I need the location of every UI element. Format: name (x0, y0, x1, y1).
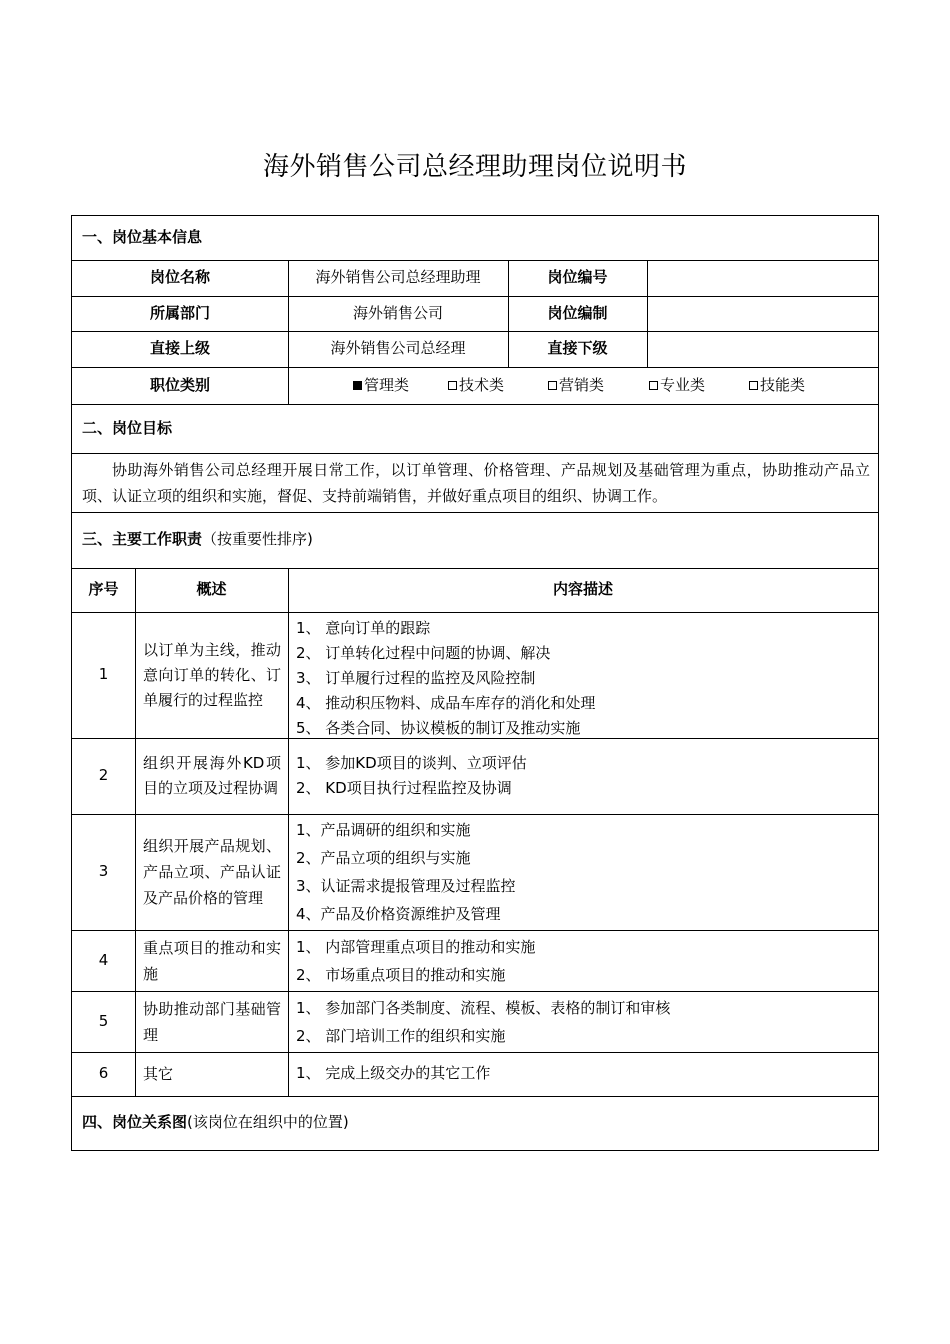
duty-item: 2、 部门培训工作的组织和实施 (296, 1026, 506, 1045)
duty-item: 1、 意向订单的跟踪 (296, 619, 431, 637)
checkbox-unchecked-icon (649, 381, 658, 390)
duty-row-number: 1 (98, 665, 109, 684)
duty-row-items (296, 814, 871, 930)
col-header-description: 内容描述 (552, 580, 613, 599)
duty-item: 1、 参加部门各类制度、流程、模板、表格的制订和审核 (296, 998, 671, 1017)
duty-item: 1、产品调研的组织和实施 (296, 821, 471, 839)
duty-row-summary: 组织开展产品规划、产品立项、产品认证及产品价格的管理 (143, 837, 281, 907)
section2-heading: 二、岗位目标 (82, 418, 173, 437)
label-direct-superior: 直接上级 (149, 339, 210, 358)
duty-item: 1、 完成上级交办的其它工作 (296, 1064, 491, 1083)
value-position-name: 海外销售公司总经理助理 (315, 268, 481, 287)
label-job-category: 职位类别 (149, 375, 210, 394)
value-department: 海外销售公司 (352, 303, 443, 322)
label-department: 所属部门 (149, 303, 210, 322)
duty-item: 5、 各类合同、协议模板的制订及推动实施 (296, 719, 581, 737)
duty-row-items (296, 1052, 871, 1096)
duty-row-summary: 其它 (143, 1064, 174, 1083)
checkbox-unchecked-icon (749, 381, 758, 390)
duty-row-summary: 协助推动部门基础管理 (143, 999, 281, 1044)
section1-heading: 一、岗位基本信息 (82, 228, 203, 247)
duty-item: 4、产品及价格资源维护及管理 (296, 905, 501, 923)
duty-row-number: 3 (98, 862, 109, 881)
category-option[interactable]: 管理类 (353, 376, 448, 396)
category-option[interactable]: 技术类 (448, 376, 548, 396)
duty-item: 4、 推动积压物料、成品车库存的消化和处理 (296, 694, 596, 712)
value-direct-superior: 海外销售公司总经理 (330, 339, 466, 358)
value-direct-subordinate (647, 331, 878, 367)
duty-item: 3、认证需求提报管理及过程监控 (296, 877, 516, 895)
duty-item: 2、 订单转化过程中问题的协调、解决 (296, 644, 551, 662)
duty-row-items (296, 616, 871, 738)
label-position-name: 岗位名称 (149, 268, 210, 287)
label-direct-subordinate: 直接下级 (547, 339, 608, 358)
section4-heading: 四、岗位关系图 (该岗位在组织中的位置) (82, 1113, 349, 1132)
label-position-code: 岗位编号 (547, 268, 608, 287)
duty-row-items (296, 738, 871, 814)
col-header-summary: 概述 (196, 580, 227, 599)
document-title: 海外销售公司总经理助理岗位说明书 (262, 152, 687, 182)
checkbox-unchecked-icon (448, 381, 457, 390)
duty-item: 1、 内部管理重点项目的推动和实施 (296, 937, 536, 956)
category-option[interactable]: 专业类 (649, 376, 749, 396)
duty-item: 1、 参加KD项目的谈判、立项评估 (296, 754, 527, 772)
col-header-no: 序号 (88, 580, 119, 599)
category-option[interactable]: 营销类 (548, 376, 649, 396)
duty-row-number: 2 (98, 766, 109, 785)
label-headcount: 岗位编制 (547, 303, 608, 322)
checkbox-checked-icon (353, 381, 362, 390)
job-description-table (71, 215, 879, 1151)
value-headcount (647, 296, 878, 331)
duty-item: 2、产品立项的组织与实施 (296, 849, 471, 867)
checkbox-unchecked-icon (548, 381, 557, 390)
duty-row-summary: 组织开展海外KD项目的立项及过程协调 (143, 754, 281, 797)
duty-item: 2、 市场重点项目的推动和实施 (296, 965, 506, 984)
section3-heading: 三、主要工作职责 （按重要性排序) (82, 530, 313, 549)
duty-row-items (296, 991, 871, 1052)
duty-item: 3、 订单履行过程的监控及风险控制 (296, 669, 536, 687)
duty-row-items (296, 930, 871, 991)
duty-item: 2、 KD项目执行过程监控及协调 (296, 779, 512, 797)
duty-row-number: 4 (98, 950, 109, 969)
duty-row-summary: 以订单为主线，推动意向订单的转化、订单履行的过程监控 (143, 640, 281, 709)
position-goal-text: 协助海外销售公司总经理开展日常工作，以订单管理、价格管理、产品规划及基础管理为重点，协助推动产品立项、认证立项的组织和实施，督促、支持前端销售，并做好重点项目的组织、协调工作。 (82, 461, 870, 505)
category-option[interactable]: 技能类 (749, 376, 829, 396)
value-position-code (647, 260, 878, 296)
duty-row-number: 6 (98, 1064, 109, 1083)
duty-row-number: 5 (98, 1011, 109, 1030)
job-category-options (288, 367, 878, 404)
duty-row-summary: 重点项目的推动和实施 (143, 938, 281, 983)
